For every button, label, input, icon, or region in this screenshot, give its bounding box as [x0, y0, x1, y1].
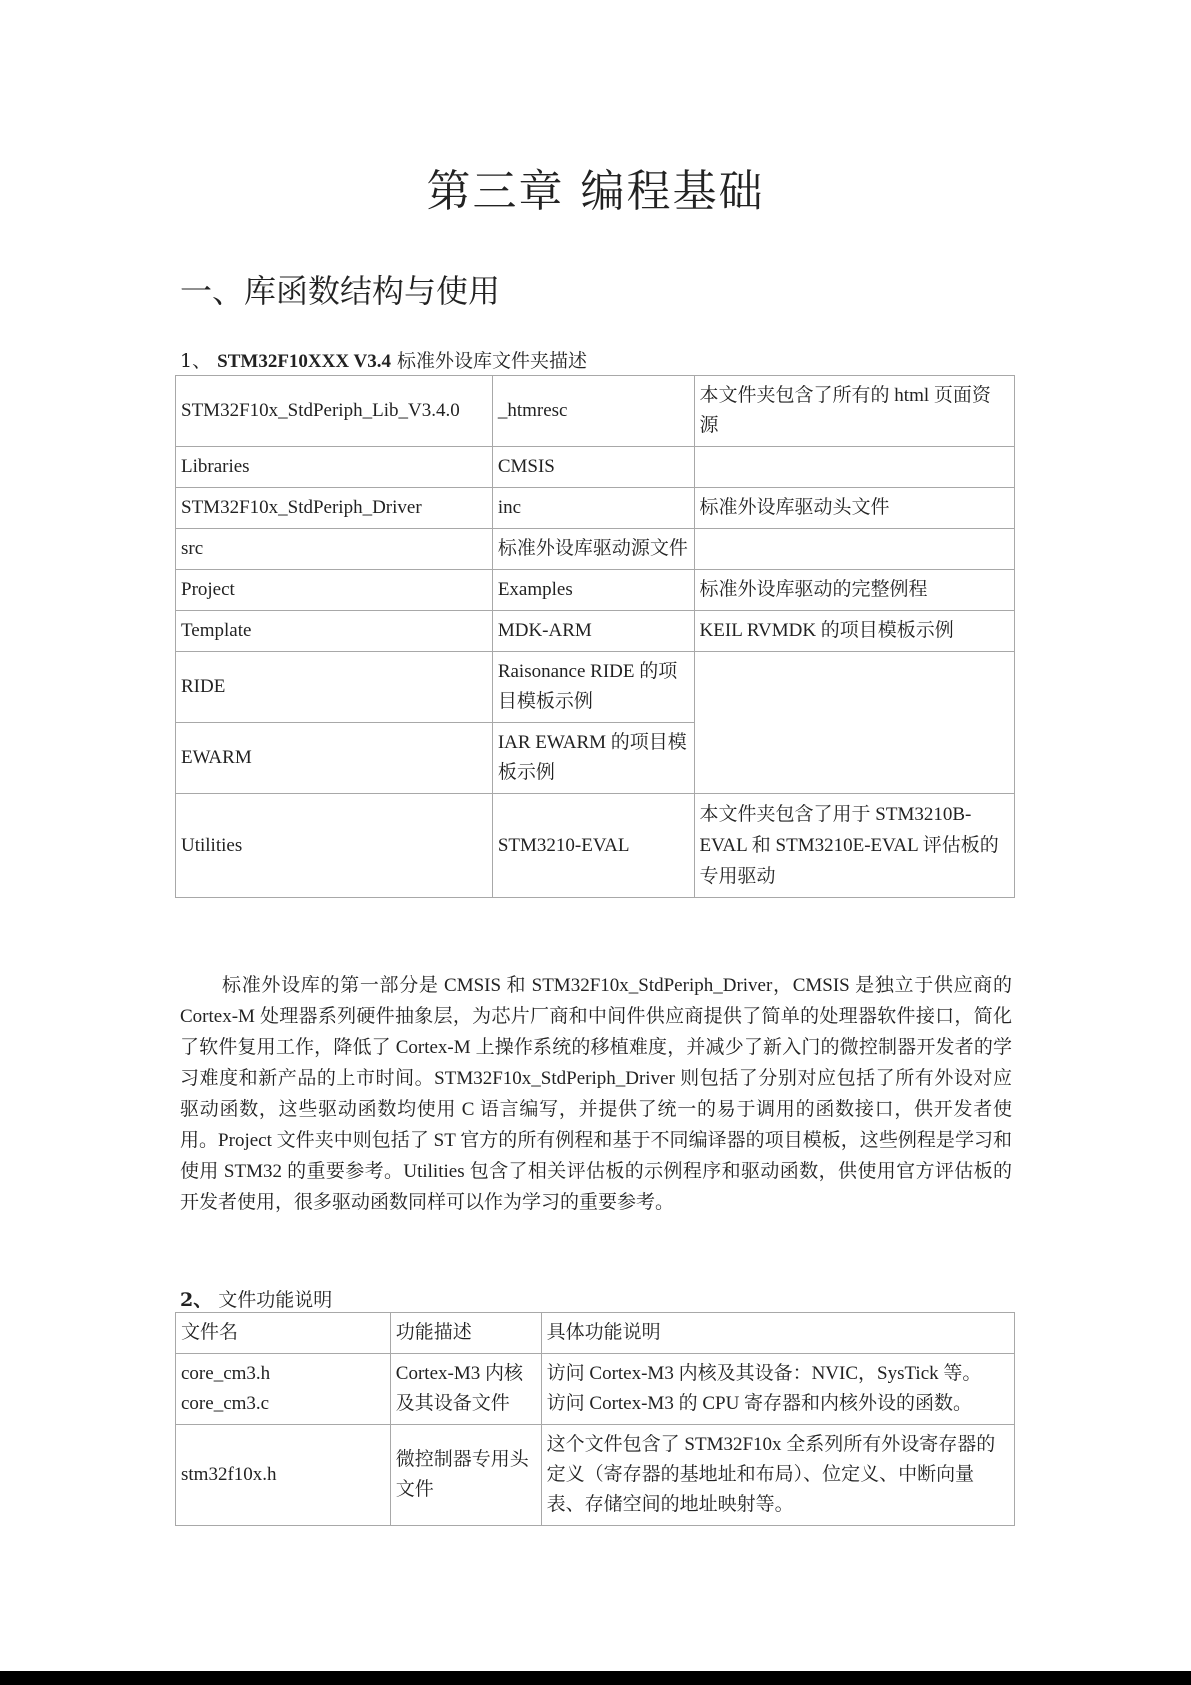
table-header-cell: 具体功能说明	[541, 1313, 1014, 1354]
subsection-2-title	[180, 1285, 332, 1312]
table-cell: 标准外设库驱动头文件	[694, 488, 1014, 529]
table-cell: KEIL RVMDK 的项目模板示例	[694, 611, 1014, 652]
table-cell: 本文件夹包含了所有的 html 页面资源	[694, 376, 1014, 447]
table-row	[176, 570, 1015, 611]
table-header-row	[176, 1313, 1015, 1354]
table-cell: stm32f10x.h	[176, 1425, 391, 1526]
table-cell-line: core_cm3.c	[181, 1393, 270, 1414]
section-title: 一、库函数结构与使用	[180, 272, 501, 310]
table-row	[176, 529, 1015, 570]
table-cell: Libraries	[176, 447, 493, 488]
chapter-title: 第三章 编程基础	[426, 166, 765, 217]
table-row	[176, 1425, 1015, 1526]
table-cell-line: core_cm3.h	[181, 1363, 271, 1384]
table-cell	[176, 1354, 391, 1425]
table-row	[176, 447, 1015, 488]
table-cell	[694, 529, 1014, 570]
table-cell: Utilities	[176, 794, 493, 898]
file-function-table	[175, 1312, 1015, 1526]
body-paragraph: 标准外设库的第一部分是 CMSIS 和 STM32F10x_StdPeriph_Driver，CMSIS 是独立于供应商的 Cortex-M 处理器系列硬件抽象层，为芯片厂商和中间件供应商提供了简单的处理器软件接口，简化了软件复用工作，降低了 Cortex-M 上操作系统的移植难度，并减少了新入门的微控制器开发者的学习难度和新产品的上市时间。STM32F10x_StdPeriph_Driver 则包括了分别对应包括了所有外设对应驱动函数，这些驱动函数均使用 C 语言编写，并提供了统一的易于调用的函数接口，供开发者使用。Project 文件夹中则包括了 ST 官方的所有例程和基于不同编译器的项目模板，这些例程是学习和使用 STM32 的重要参考。Utilities 包含了相关评估板的示例程序和驱动函数，供使用官方评估板的开发者使用，很多驱动函数同样可以作为学习的重要参考。	[180, 975, 1012, 1213]
table-header-cell: 文件名	[176, 1313, 391, 1354]
table-row	[176, 1354, 1015, 1425]
table-cell: STM32F10x_StdPeriph_Driver	[176, 488, 493, 529]
table-cell: inc	[492, 488, 694, 529]
table-row	[176, 376, 1015, 447]
table-cell	[694, 447, 1014, 488]
subsection-2-label: 文件功能说明	[218, 1289, 333, 1311]
table-cell: 标准外设库驱动源文件	[492, 529, 694, 570]
table-cell: STM3210-EVAL	[492, 794, 694, 898]
table-cell	[541, 1354, 1014, 1425]
table-cell	[694, 652, 1014, 794]
table-cell: STM32F10x_StdPeriph_Lib_V3.4.0	[176, 376, 493, 447]
table-cell: IAR EWARM 的项目模板示例	[492, 723, 694, 794]
table-cell: 微控制器专用头文件	[390, 1425, 541, 1526]
table-cell: 标准外设库驱动的完整例程	[694, 570, 1014, 611]
table-cell: src	[176, 529, 493, 570]
table-cell: EWARM	[176, 723, 493, 794]
table-cell: RIDE	[176, 652, 493, 723]
table-header-cell: 功能描述	[390, 1313, 541, 1354]
page-bottom-bar	[0, 1671, 1191, 1685]
table-row	[176, 488, 1015, 529]
table-cell: _htmresc	[492, 376, 694, 447]
table-cell: Project	[176, 570, 493, 611]
table-cell: 本文件夹包含了用于 STM3210B-EVAL 和 STM3210E-EVAL 评估板的专用驱动	[694, 794, 1014, 898]
subsection-1-version: STM32F10XXX V3.4	[217, 351, 391, 372]
table-cell: Raisonance RIDE 的项目模板示例	[492, 652, 694, 723]
subsection-1-number: 1、	[180, 350, 212, 372]
table-cell: MDK-ARM	[492, 611, 694, 652]
table-cell: Template	[176, 611, 493, 652]
table-cell: CMSIS	[492, 447, 694, 488]
table-cell-line: 访问 Cortex-M3 内核及其设备：NVIC，SysTick 等。	[546, 1363, 982, 1384]
subsection-1-label: 标准外设库文件夹描述	[397, 350, 588, 372]
subsection-2-number: 2、	[180, 1289, 213, 1311]
library-folder-table	[175, 375, 1015, 898]
table-cell: Examples	[492, 570, 694, 611]
table-row	[176, 794, 1015, 898]
table-row	[176, 611, 1015, 652]
table-row	[176, 652, 1015, 723]
table-cell: 这个文件包含了 STM32F10x 全系列所有外设寄存器的定义（寄存器的基地址和布局）、位定义、中断向量表、存储空间的地址映射等。	[541, 1425, 1014, 1526]
subsection-1-title	[180, 346, 587, 373]
table-cell: Cortex-M3 内核及其设备文件	[390, 1354, 541, 1425]
table-cell-line: 访问 Cortex-M3 的 CPU 寄存器和内核外设的函数。	[546, 1393, 973, 1414]
